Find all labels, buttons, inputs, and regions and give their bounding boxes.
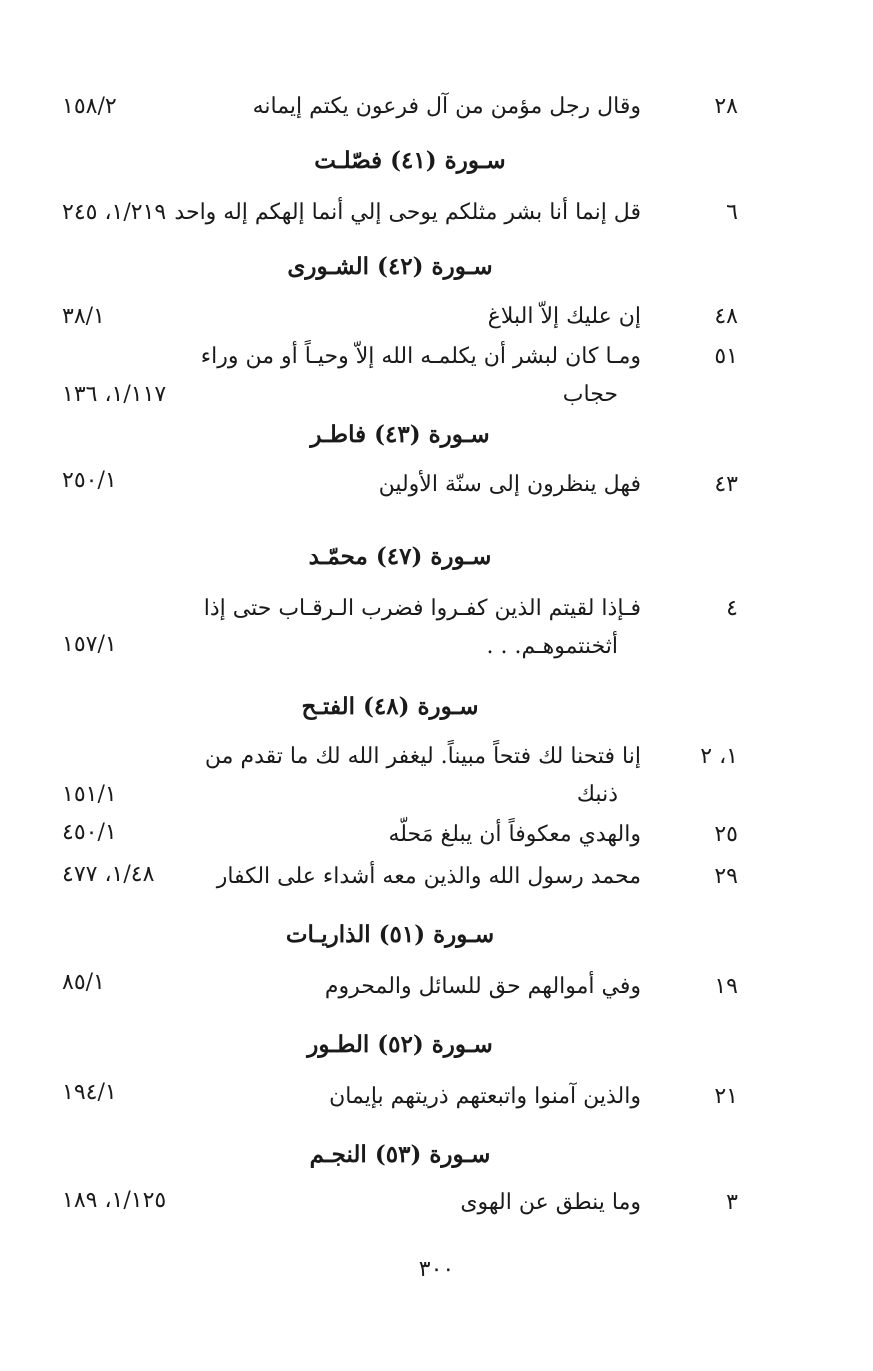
verse-text: إن عليك إلاّ البلاغ xyxy=(487,304,641,329)
page-reference: ١/١١٧، ١٣٦ xyxy=(62,382,167,407)
page-reference: ٣٨/١ xyxy=(62,304,105,329)
verse-number: ٤٣ xyxy=(714,472,738,497)
verse-number: ٢٥ xyxy=(714,822,738,847)
verse-number: ٥١ xyxy=(714,344,738,369)
verse-text-continuation: أثخنتموهـم. . . xyxy=(486,634,618,659)
verse-text: والهدي معكوفاً أن يبلغ مَحلّه xyxy=(388,822,641,847)
page-reference: ٤٥٠/١ xyxy=(62,820,117,845)
page-reference: ١/٤٨، ٤٧٧ xyxy=(62,862,155,887)
verse-text: فـإذا لقيتم الذين كفـروا فضرب الـرقـاب حتى إذا xyxy=(203,596,641,621)
surah-heading: سـورة (٥٢) الطـور xyxy=(307,1031,493,1058)
verse-text-continuation: حجاب xyxy=(562,382,618,407)
verse-text: إنا فتحنا لك فتحاً مبيناً. ليغفر الله لك ما تقدم من xyxy=(204,744,641,769)
surah-heading: سـورة (٤١) فصّلـت xyxy=(314,147,506,174)
verse-number: ١، ٢ xyxy=(700,744,738,769)
page-reference: ١٥٧/١ xyxy=(62,632,117,657)
verse-text: ومـا كان لبشر أن يكلمـه الله إلاّ وحيـاً أو من وراء xyxy=(200,344,641,369)
verse-text: قل إنما أنا بشر مثلكم يوحى إلي أنما إلهكم إله واحد xyxy=(174,200,641,225)
page-reference: ١/١٢٥، ١٨٩ xyxy=(62,1188,167,1213)
verse-number: ٢٩ xyxy=(714,864,738,889)
verse-text: وقال رجل مؤمن من آل فرعون يكتم إيمانه xyxy=(252,94,641,119)
verse-text: محمد رسول الله والذين معه أشداء على الكفار xyxy=(216,864,641,889)
verse-number: ٢٨ xyxy=(714,94,738,119)
verse-number: ٢١ xyxy=(714,1084,738,1109)
page-reference: ١/٢١٩، ٢٤٥ xyxy=(62,200,167,225)
page-number: ٣٠٠ xyxy=(418,1257,455,1282)
verse-number: ٤٨ xyxy=(714,304,738,329)
page-reference: ٨٥/١ xyxy=(62,970,105,995)
surah-heading: سـورة (٤٨) الفتـح xyxy=(301,693,479,720)
verse-text: فهل ينظرون إلى سنّة الأولين xyxy=(378,472,641,497)
verse-text: والذين آمنوا واتبعتهم ذريتهم بإيمان xyxy=(329,1084,641,1109)
page-reference: ٢٥٠/١ xyxy=(62,468,117,493)
verse-text: وفي أموالهم حق للسائل والمحروم xyxy=(324,974,641,999)
verse-number: ١٩ xyxy=(714,974,738,999)
page-reference: ١٩٤/١ xyxy=(62,1080,117,1105)
surah-heading: سـورة (٥٣) النجـم xyxy=(309,1141,491,1168)
surah-heading: سـورة (٥١) الذاريـات xyxy=(285,921,495,948)
surah-heading: سـورة (٤٧) محمّـد xyxy=(308,543,492,570)
verse-number: ٣ xyxy=(726,1190,738,1215)
page-reference: ١٥٨/٢ xyxy=(62,94,117,119)
verse-number: ٤ xyxy=(726,596,738,621)
verse-number: ٦ xyxy=(726,200,738,225)
page-reference: ١٥١/١ xyxy=(62,782,117,807)
verse-text: وما ينطق عن الهوى xyxy=(460,1190,641,1215)
surah-heading: سـورة (٤٣) فاطـر xyxy=(310,421,490,448)
verse-text-continuation: ذنبك xyxy=(576,782,618,807)
surah-heading: سـورة (٤٢) الشـورى xyxy=(287,253,493,280)
